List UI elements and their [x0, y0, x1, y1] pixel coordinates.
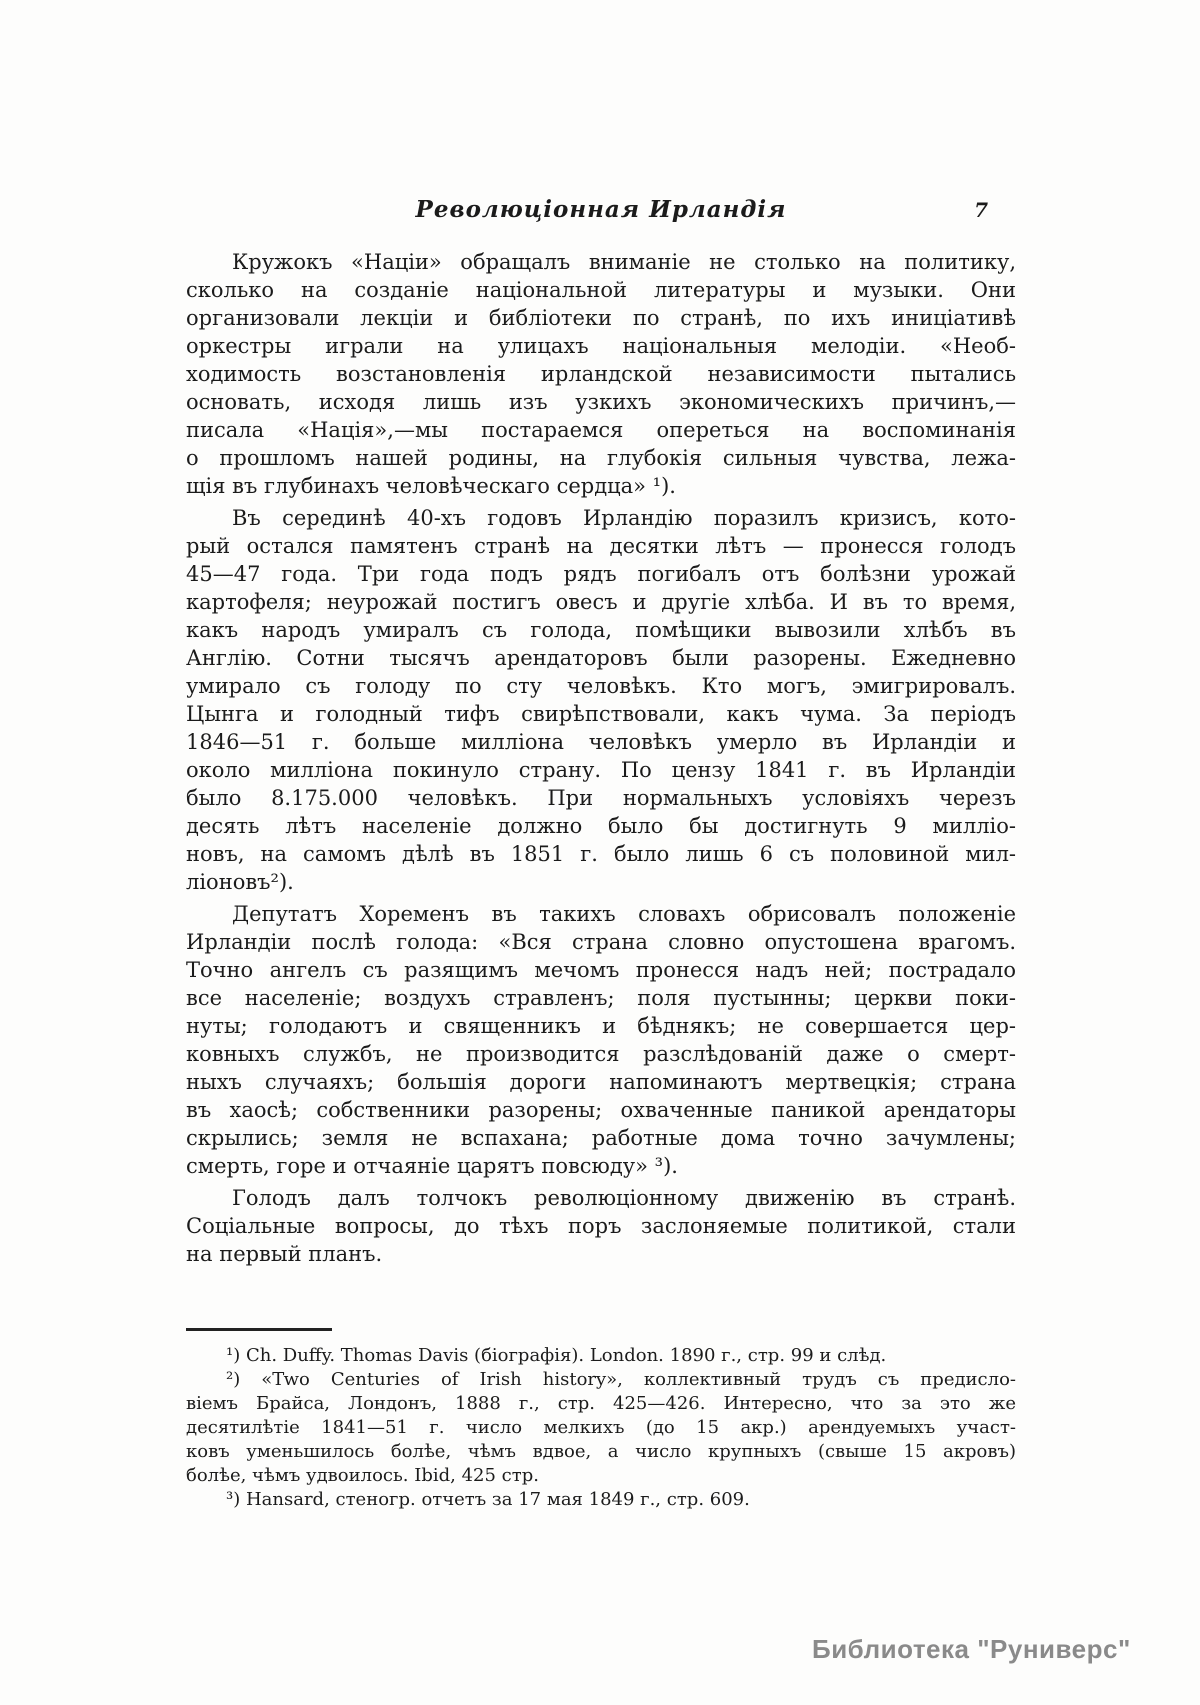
- text-line: болѣе, чѣмъ удвоилось. Ibid, 425 стр.: [186, 1465, 539, 1486]
- text-line: о прошломъ нашей родины, на глубокія сильныя чувства, лежа-: [186, 446, 1016, 470]
- text-line: скрылись; земля не вспахана; работные дома точно зачумлены;: [186, 1126, 1016, 1150]
- footnotes: [186, 1344, 1016, 1512]
- text-line: Англію. Сотни тысячъ арендаторовъ были разорены. Ежедневно: [186, 646, 1016, 670]
- text-line: десять лѣтъ населеніе должно было бы достигнуть 9 милліо-: [186, 814, 1016, 838]
- body-text: [186, 248, 1016, 1268]
- text-line: ²) «Two Centuries of Irish history», коллективный трудъ съ предисло-: [226, 1369, 1016, 1390]
- text-line: картофеля; неурожай постигъ овесъ и другіе хлѣба. И въ то время,: [186, 590, 1016, 614]
- text-line: 45—47 года. Три года подъ рядъ погибалъ отъ болѣзни урожай: [186, 562, 1016, 586]
- text-line: основать, исходя лишь изъ узкихъ экономическихъ причинъ,—: [186, 390, 1016, 414]
- text-line: организовали лекціи и библіотеки по странѣ, по ихъ иниціативѣ: [186, 306, 1016, 330]
- text-line: какъ народъ умиралъ съ голода, помѣщики вывозили хлѣбъ въ: [186, 618, 1016, 642]
- text-line: ныхъ случаяхъ; большія дороги напоминаютъ мертвецкія; страна: [186, 1070, 1016, 1094]
- text-line: щія въ глубинахъ человѣческаго сердца» ¹).: [186, 474, 676, 498]
- footnote: [186, 1488, 1016, 1512]
- text-line: новъ, на самомъ дѣлѣ въ 1851 г. было лишь 6 съ половиной мил-: [186, 842, 1016, 866]
- text-line: 1846—51 г. больше милліона человѣкъ умерло въ Ирландіи и: [186, 730, 1016, 754]
- text-line: ковъ уменьшилось болѣе, чѣмъ вдвое, а число крупныхъ (свыше 15 акровъ): [186, 1441, 1016, 1462]
- text-line: писала «Нація»,—мы постараемся опереться на воспоминанія: [186, 418, 1016, 442]
- text-line: оркестры играли на улицахъ національныя мелодіи. «Необ-: [186, 334, 1016, 358]
- paragraph: [186, 248, 1016, 500]
- text-line: Депутатъ Хоременъ въ такихъ словахъ обрисовалъ положеніе: [232, 902, 1016, 926]
- paragraph: [186, 504, 1016, 896]
- library-watermark: Библиотека "Руниверс": [812, 1634, 1131, 1664]
- footnote: [186, 1344, 1016, 1368]
- text-line: Ирландіи послѣ голода: «Вся страна словно опустошена врагомъ.: [186, 930, 1016, 954]
- text-line: сколько на созданіе національной литературы и музыки. Они: [186, 278, 1016, 302]
- text-line: нуты; голодаютъ и священникъ и бѣднякъ; не совершается цер-: [186, 1014, 1016, 1038]
- footnote: [186, 1368, 1016, 1488]
- text-line: Въ серединѣ 40-хъ годовъ Ирландію поразилъ кризисъ, кото-: [232, 506, 1016, 530]
- text-line: Соціальные вопросы, до тѣхъ поръ заслоняемые политикой, стали: [186, 1214, 1016, 1238]
- text-line: на первый планъ.: [186, 1242, 383, 1266]
- text-line: было 8.175.000 человѣкъ. При нормальныхъ условіяхъ черезъ: [186, 786, 1016, 810]
- text-line: рый остался памятенъ странѣ на десятки лѣтъ — пронесся голодъ: [186, 534, 1016, 558]
- text-line: все населеніе; воздухъ стравленъ; поля пустынны; церкви поки-: [186, 986, 1016, 1010]
- text-line: ³) Hansard, стеногр. отчетъ за 17 мая 1849 г., стр. 609.: [226, 1489, 750, 1510]
- text-line: около милліона покинуло страну. По цензу 1841 г. въ Ирландіи: [186, 758, 1016, 782]
- text-line: віемъ Брайса, Лондонъ, 1888 г., стр. 425—426. Интересно, что за это же: [186, 1393, 1016, 1414]
- page-header: [186, 196, 1016, 228]
- text-line: Точно ангелъ съ разящимъ мечомъ пронесся надъ ней; пострадало: [186, 958, 1016, 982]
- text-line: Цынга и голодный тифъ свирѣпствовали, какъ чума. За періодъ: [186, 702, 1016, 726]
- text-line: смерть, горе и отчаяніе царятъ повсюду» ³).: [186, 1154, 678, 1178]
- page-number: 7: [974, 198, 988, 222]
- text-line: десятилѣтіе 1841—51 г. число мелкихъ (до 15 акр.) арендуемыхъ участ-: [186, 1417, 1016, 1438]
- text-line: Голодъ далъ толчокъ революціонному движенію въ странѣ.: [232, 1186, 1016, 1210]
- footnote-divider: [186, 1328, 332, 1331]
- running-title: Революціонная Ирландія: [415, 196, 787, 223]
- text-line: Кружокъ «Націи» обращалъ вниманіе не столько на политику,: [232, 250, 1016, 274]
- text-line: ¹) Ch. Duffy. Thomas Davis (біографія). London. 1890 г., стр. 99 и слѣд.: [226, 1345, 887, 1366]
- text-line: ковныхъ службъ, не производится разслѣдованій даже о смерт-: [186, 1042, 1016, 1066]
- text-line: умирало съ голоду по сту человѣкъ. Кто могъ, эмигрировалъ.: [186, 674, 1016, 698]
- text-line: ліоновъ²).: [186, 870, 294, 894]
- paragraph: [186, 1184, 1016, 1268]
- paragraph: [186, 900, 1016, 1180]
- text-line: въ хаосѣ; собственники разорены; охваченные паникой арендаторы: [186, 1098, 1016, 1122]
- text-line: ходимость возстановленія ирландской независимости пытались: [186, 362, 1016, 386]
